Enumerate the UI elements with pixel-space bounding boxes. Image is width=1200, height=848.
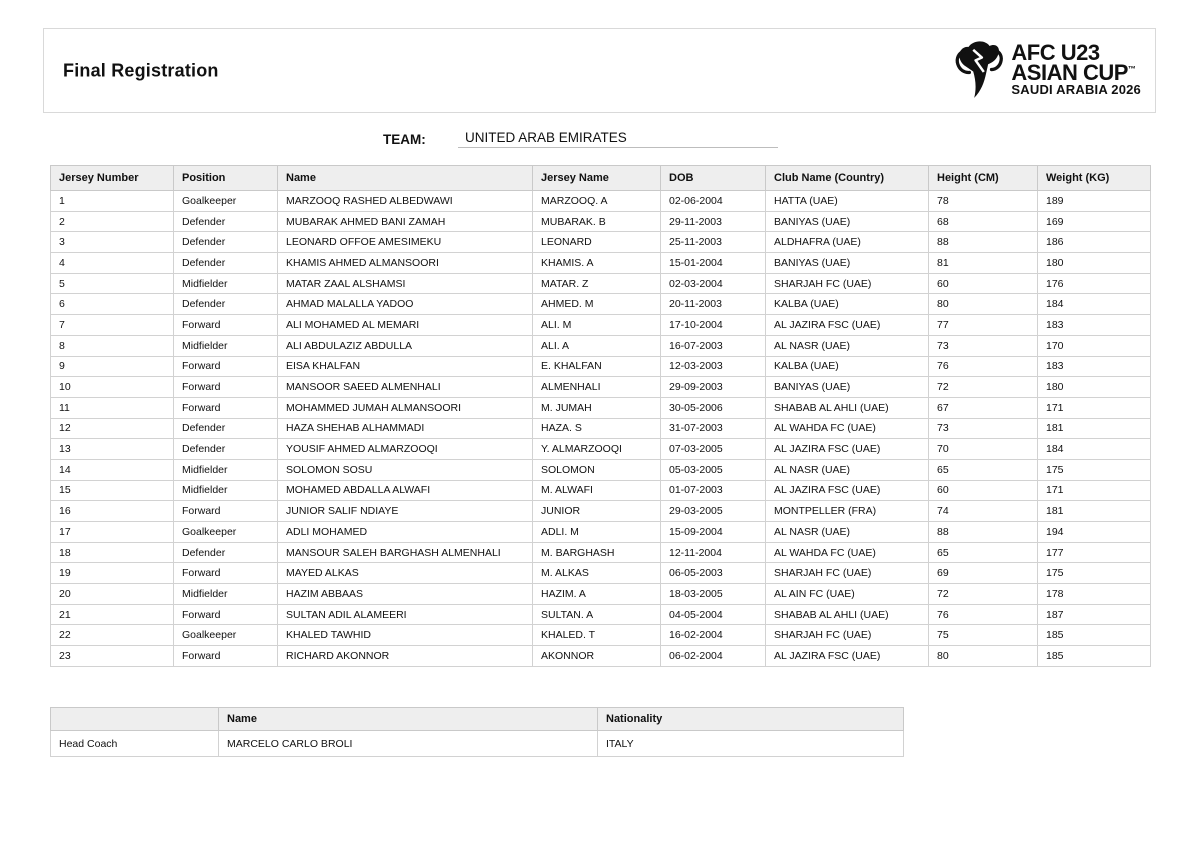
logo-line-3: SAUDI ARABIA 2026 bbox=[1011, 82, 1141, 98]
table-cell: 20-11-2003 bbox=[661, 294, 766, 315]
table-row bbox=[51, 439, 1151, 460]
table-row bbox=[51, 232, 1151, 253]
table-cell: HAZA SHEHAB ALHAMMADI bbox=[278, 418, 533, 439]
table-cell: AL WAHDA FC (UAE) bbox=[766, 418, 929, 439]
table-cell: 80 bbox=[929, 646, 1038, 667]
table-cell: 76 bbox=[929, 356, 1038, 377]
table-cell: 75 bbox=[929, 625, 1038, 646]
table-cell: Defender bbox=[174, 542, 278, 563]
table-cell: 05-03-2005 bbox=[661, 459, 766, 480]
table-cell: 181 bbox=[1038, 501, 1151, 522]
table-cell: 178 bbox=[1038, 584, 1151, 605]
table-cell: ALI ABDULAZIZ ABDULLA bbox=[278, 335, 533, 356]
table-row bbox=[51, 731, 904, 757]
table-cell: 77 bbox=[929, 315, 1038, 336]
column-header: Name bbox=[278, 166, 533, 191]
table-cell: 189 bbox=[1038, 191, 1151, 212]
table-cell: AHMED. M bbox=[533, 294, 661, 315]
table-cell: Defender bbox=[174, 253, 278, 274]
table-row bbox=[51, 211, 1151, 232]
table-cell: 7 bbox=[51, 315, 174, 336]
column-header: Height (CM) bbox=[929, 166, 1038, 191]
staff-table bbox=[50, 707, 904, 757]
table-cell: ALI. A bbox=[533, 335, 661, 356]
table-cell: 185 bbox=[1038, 625, 1151, 646]
table-cell: 16-02-2004 bbox=[661, 625, 766, 646]
table-cell: 12-03-2003 bbox=[661, 356, 766, 377]
table-cell: 88 bbox=[929, 232, 1038, 253]
column-header: Jersey Name bbox=[533, 166, 661, 191]
table-cell: RICHARD AKONNOR bbox=[278, 646, 533, 667]
table-row bbox=[51, 501, 1151, 522]
players-table-body bbox=[51, 191, 1151, 667]
table-cell: Defender bbox=[174, 439, 278, 460]
afc-trophy-icon bbox=[954, 40, 1004, 102]
table-cell: ALI. M bbox=[533, 315, 661, 336]
table-cell: SHARJAH FC (UAE) bbox=[766, 625, 929, 646]
table-cell: 15 bbox=[51, 480, 174, 501]
table-row bbox=[51, 584, 1151, 605]
table-cell: 19 bbox=[51, 563, 174, 584]
table-cell: 31-07-2003 bbox=[661, 418, 766, 439]
table-cell: M. JUMAH bbox=[533, 397, 661, 418]
table-cell: 194 bbox=[1038, 522, 1151, 543]
table-cell: 72 bbox=[929, 377, 1038, 398]
table-cell: Midfielder bbox=[174, 459, 278, 480]
table-cell: 16-07-2003 bbox=[661, 335, 766, 356]
table-cell: Midfielder bbox=[174, 273, 278, 294]
table-cell: HATTA (UAE) bbox=[766, 191, 929, 212]
logo-line-1: AFC U23 bbox=[1011, 39, 1100, 65]
table-cell: 169 bbox=[1038, 211, 1151, 232]
trademark-symbol: ™ bbox=[1127, 64, 1136, 74]
table-cell: MARCELO CARLO BROLI bbox=[219, 731, 598, 757]
logo-line-2: ASIAN CUP™ bbox=[1011, 60, 1136, 86]
table-cell: JUNIOR bbox=[533, 501, 661, 522]
table-row bbox=[51, 335, 1151, 356]
table-cell: 11 bbox=[51, 397, 174, 418]
table-cell: ADLI. M bbox=[533, 522, 661, 543]
tournament-logo-text bbox=[1011, 39, 1141, 99]
table-cell: HAZIM. A bbox=[533, 584, 661, 605]
table-row bbox=[51, 294, 1151, 315]
table-cell: 29-11-2003 bbox=[661, 211, 766, 232]
table-cell: AL NASR (UAE) bbox=[766, 459, 929, 480]
table-cell: SHABAB AL AHLI (UAE) bbox=[766, 397, 929, 418]
table-cell: Midfielder bbox=[174, 335, 278, 356]
table-cell: 88 bbox=[929, 522, 1038, 543]
table-cell: Midfielder bbox=[174, 584, 278, 605]
table-cell: 176 bbox=[1038, 273, 1151, 294]
column-header: DOB bbox=[661, 166, 766, 191]
table-cell: MOHAMMED JUMAH ALMANSOORI bbox=[278, 397, 533, 418]
table-cell: 06-02-2004 bbox=[661, 646, 766, 667]
table-cell: KALBA (UAE) bbox=[766, 294, 929, 315]
table-row bbox=[51, 397, 1151, 418]
table-cell: MUBARAK AHMED BANI ZAMAH bbox=[278, 211, 533, 232]
table-cell: MAYED ALKAS bbox=[278, 563, 533, 584]
staff-table-body bbox=[51, 731, 904, 757]
table-cell: 2 bbox=[51, 211, 174, 232]
page-title: Final Registration bbox=[63, 60, 219, 80]
table-cell: 68 bbox=[929, 211, 1038, 232]
table-cell: 183 bbox=[1038, 356, 1151, 377]
table-row bbox=[51, 315, 1151, 336]
table-cell: M. ALWAFI bbox=[533, 480, 661, 501]
table-cell: 170 bbox=[1038, 335, 1151, 356]
table-cell: 187 bbox=[1038, 604, 1151, 625]
table-cell: Goalkeeper bbox=[174, 522, 278, 543]
table-cell: Forward bbox=[174, 315, 278, 336]
table-cell: HAZA. S bbox=[533, 418, 661, 439]
table-cell: 171 bbox=[1038, 480, 1151, 501]
table-cell: AL JAZIRA FSC (UAE) bbox=[766, 480, 929, 501]
table-cell: KHAMIS. A bbox=[533, 253, 661, 274]
table-cell: 181 bbox=[1038, 418, 1151, 439]
team-label: TEAM: bbox=[383, 132, 426, 147]
table-cell: KHALED TAWHID bbox=[278, 625, 533, 646]
table-cell: ALI MOHAMED AL MEMARI bbox=[278, 315, 533, 336]
table-cell: 5 bbox=[51, 273, 174, 294]
table-cell: 29-09-2003 bbox=[661, 377, 766, 398]
table-cell: 22 bbox=[51, 625, 174, 646]
table-cell: Defender bbox=[174, 211, 278, 232]
table-cell: 76 bbox=[929, 604, 1038, 625]
table-cell: 185 bbox=[1038, 646, 1151, 667]
table-row bbox=[51, 646, 1151, 667]
table-cell: Forward bbox=[174, 501, 278, 522]
table-cell: Forward bbox=[174, 356, 278, 377]
table-cell: 65 bbox=[929, 542, 1038, 563]
table-cell: 80 bbox=[929, 294, 1038, 315]
table-cell: SHABAB AL AHLI (UAE) bbox=[766, 604, 929, 625]
table-cell: Midfielder bbox=[174, 480, 278, 501]
table-cell: Forward bbox=[174, 646, 278, 667]
table-cell: 73 bbox=[929, 418, 1038, 439]
table-row bbox=[51, 253, 1151, 274]
table-cell: SHARJAH FC (UAE) bbox=[766, 563, 929, 584]
table-row bbox=[51, 418, 1151, 439]
table-cell: MARZOOQ RASHED ALBEDWAWI bbox=[278, 191, 533, 212]
table-cell: 07-03-2005 bbox=[661, 439, 766, 460]
table-cell: Defender bbox=[174, 418, 278, 439]
table-cell: ALMENHALI bbox=[533, 377, 661, 398]
table-cell: AL JAZIRA FSC (UAE) bbox=[766, 315, 929, 336]
table-cell: 175 bbox=[1038, 563, 1151, 584]
table-cell: 180 bbox=[1038, 377, 1151, 398]
table-cell: 8 bbox=[51, 335, 174, 356]
staff-table-header bbox=[51, 708, 904, 731]
table-cell: MARZOOQ. A bbox=[533, 191, 661, 212]
table-cell: 4 bbox=[51, 253, 174, 274]
table-cell: 02-06-2004 bbox=[661, 191, 766, 212]
table-cell: BANIYAS (UAE) bbox=[766, 253, 929, 274]
table-cell: SOLOMON SOSU bbox=[278, 459, 533, 480]
players-table-header bbox=[51, 166, 1151, 191]
table-cell: Forward bbox=[174, 604, 278, 625]
column-header: Name bbox=[219, 708, 598, 731]
table-cell: 23 bbox=[51, 646, 174, 667]
table-cell: AL NASR (UAE) bbox=[766, 335, 929, 356]
table-cell: 20 bbox=[51, 584, 174, 605]
table-cell: M. BARGHASH bbox=[533, 542, 661, 563]
table-cell: AHMAD MALALLA YADOO bbox=[278, 294, 533, 315]
table-cell: 14 bbox=[51, 459, 174, 480]
table-cell: MONTPELLER (FRA) bbox=[766, 501, 929, 522]
table-cell: ADLI MOHAMED bbox=[278, 522, 533, 543]
table-cell: 9 bbox=[51, 356, 174, 377]
table-cell: 21 bbox=[51, 604, 174, 625]
table-cell: EISA KHALFAN bbox=[278, 356, 533, 377]
table-cell: 180 bbox=[1038, 253, 1151, 274]
table-cell: 72 bbox=[929, 584, 1038, 605]
table-cell: HAZIM ABBAAS bbox=[278, 584, 533, 605]
table-cell: 184 bbox=[1038, 439, 1151, 460]
table-cell: SHARJAH FC (UAE) bbox=[766, 273, 929, 294]
table-cell: AL WAHDA FC (UAE) bbox=[766, 542, 929, 563]
table-cell: ITALY bbox=[598, 731, 904, 757]
table-cell: 6 bbox=[51, 294, 174, 315]
document-header bbox=[43, 28, 1156, 113]
table-cell: MANSOOR SAEED ALMENHALI bbox=[278, 377, 533, 398]
column-header: Weight (KG) bbox=[1038, 166, 1151, 191]
table-cell: 17 bbox=[51, 522, 174, 543]
table-cell: E. KHALFAN bbox=[533, 356, 661, 377]
table-cell: MANSOUR SALEH BARGHASH ALMENHALI bbox=[278, 542, 533, 563]
table-cell: 1 bbox=[51, 191, 174, 212]
table-cell: 60 bbox=[929, 480, 1038, 501]
table-cell: 70 bbox=[929, 439, 1038, 460]
table-cell: LEONARD OFFOE AMESIMEKU bbox=[278, 232, 533, 253]
table-row bbox=[51, 542, 1151, 563]
table-cell: JUNIOR SALIF NDIAYE bbox=[278, 501, 533, 522]
table-cell: 02-03-2004 bbox=[661, 273, 766, 294]
table-cell: YOUSIF AHMED ALMARZOOQI bbox=[278, 439, 533, 460]
table-cell: 16 bbox=[51, 501, 174, 522]
table-cell: Defender bbox=[174, 232, 278, 253]
table-cell: 18 bbox=[51, 542, 174, 563]
table-cell: 177 bbox=[1038, 542, 1151, 563]
table-cell: AL AIN FC (UAE) bbox=[766, 584, 929, 605]
team-name-field: UNITED ARAB EMIRATES bbox=[458, 127, 778, 148]
table-cell: 29-03-2005 bbox=[661, 501, 766, 522]
table-row bbox=[51, 273, 1151, 294]
table-cell: 67 bbox=[929, 397, 1038, 418]
table-row bbox=[51, 459, 1151, 480]
column-header: Club Name (Country) bbox=[766, 166, 929, 191]
table-cell: M. ALKAS bbox=[533, 563, 661, 584]
table-cell: 25-11-2003 bbox=[661, 232, 766, 253]
table-row bbox=[51, 191, 1151, 212]
table-cell: 81 bbox=[929, 253, 1038, 274]
table-cell: 12-11-2004 bbox=[661, 542, 766, 563]
table-cell: Forward bbox=[174, 563, 278, 584]
table-cell: 184 bbox=[1038, 294, 1151, 315]
table-row bbox=[51, 480, 1151, 501]
column-header bbox=[51, 708, 219, 731]
table-row bbox=[51, 604, 1151, 625]
table-cell: Y. ALMARZOOQI bbox=[533, 439, 661, 460]
table-cell: AL NASR (UAE) bbox=[766, 522, 929, 543]
table-cell: Defender bbox=[174, 294, 278, 315]
table-cell: SULTAN. A bbox=[533, 604, 661, 625]
column-header: Position bbox=[174, 166, 278, 191]
table-cell: 12 bbox=[51, 418, 174, 439]
table-cell: Goalkeeper bbox=[174, 625, 278, 646]
table-cell: 69 bbox=[929, 563, 1038, 584]
table-cell: 04-05-2004 bbox=[661, 604, 766, 625]
table-cell: AKONNOR bbox=[533, 646, 661, 667]
table-cell: ALDHAFRA (UAE) bbox=[766, 232, 929, 253]
table-cell: MUBARAK. B bbox=[533, 211, 661, 232]
table-cell: 175 bbox=[1038, 459, 1151, 480]
table-cell: 17-10-2004 bbox=[661, 315, 766, 336]
table-cell: Forward bbox=[174, 397, 278, 418]
table-cell: KHAMIS AHMED ALMANSOORI bbox=[278, 253, 533, 274]
table-cell: 13 bbox=[51, 439, 174, 460]
table-cell: 74 bbox=[929, 501, 1038, 522]
table-cell: 30-05-2006 bbox=[661, 397, 766, 418]
column-header: Nationality bbox=[598, 708, 904, 731]
table-cell: 15-01-2004 bbox=[661, 253, 766, 274]
table-cell: 183 bbox=[1038, 315, 1151, 336]
table-cell: 78 bbox=[929, 191, 1038, 212]
table-cell: 65 bbox=[929, 459, 1038, 480]
table-cell: Forward bbox=[174, 377, 278, 398]
table-row bbox=[51, 563, 1151, 584]
table-cell: 60 bbox=[929, 273, 1038, 294]
table-cell: Head Coach bbox=[51, 731, 219, 757]
players-table bbox=[50, 165, 1151, 667]
table-cell: MATAR ZAAL ALSHAMSI bbox=[278, 273, 533, 294]
table-cell: SULTAN ADIL ALAMEERI bbox=[278, 604, 533, 625]
table-cell: AL JAZIRA FSC (UAE) bbox=[766, 646, 929, 667]
table-cell: 10 bbox=[51, 377, 174, 398]
table-cell: 171 bbox=[1038, 397, 1151, 418]
table-cell: 73 bbox=[929, 335, 1038, 356]
table-cell: BANIYAS (UAE) bbox=[766, 211, 929, 232]
table-cell: MATAR. Z bbox=[533, 273, 661, 294]
table-cell: KHALED. T bbox=[533, 625, 661, 646]
table-cell: Goalkeeper bbox=[174, 191, 278, 212]
table-cell: SOLOMON bbox=[533, 459, 661, 480]
table-row bbox=[51, 356, 1151, 377]
table-cell: KALBA (UAE) bbox=[766, 356, 929, 377]
column-header: Jersey Number bbox=[51, 166, 174, 191]
table-cell: 3 bbox=[51, 232, 174, 253]
table-cell: MOHAMED ABDALLA ALWAFI bbox=[278, 480, 533, 501]
table-cell: 186 bbox=[1038, 232, 1151, 253]
table-cell: 01-07-2003 bbox=[661, 480, 766, 501]
table-cell: BANIYAS (UAE) bbox=[766, 377, 929, 398]
table-cell: 06-05-2003 bbox=[661, 563, 766, 584]
table-cell: 18-03-2005 bbox=[661, 584, 766, 605]
table-row bbox=[51, 625, 1151, 646]
table-row bbox=[51, 522, 1151, 543]
table-row bbox=[51, 377, 1151, 398]
table-cell: AL JAZIRA FSC (UAE) bbox=[766, 439, 929, 460]
table-cell: 15-09-2004 bbox=[661, 522, 766, 543]
table-cell: LEONARD bbox=[533, 232, 661, 253]
tournament-logo bbox=[954, 40, 1141, 102]
